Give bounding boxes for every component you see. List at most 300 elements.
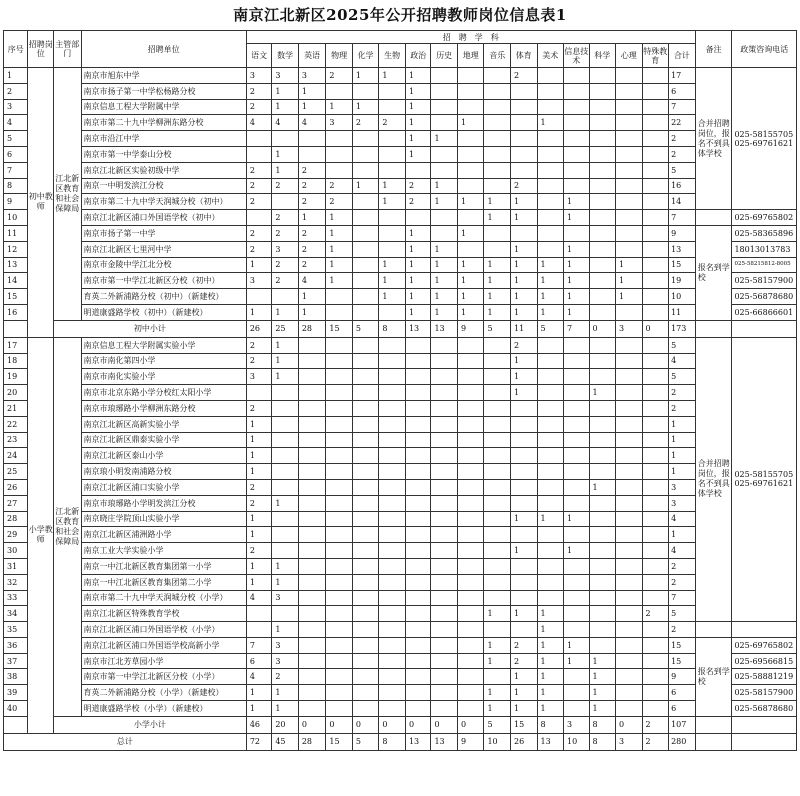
school-name: 南京琅小明发南浦路分校 xyxy=(81,464,246,480)
table-row xyxy=(4,385,797,401)
page-title: 南京江北新区2025年公开招聘教师岗位信息表1 xyxy=(233,6,567,24)
subject-count xyxy=(642,99,669,115)
table-row xyxy=(4,131,797,147)
subject-count xyxy=(642,400,669,416)
table-row xyxy=(4,558,797,574)
subject-count xyxy=(298,495,326,511)
subject-count: 1 xyxy=(246,304,272,320)
table-row xyxy=(4,83,797,99)
subject-count xyxy=(352,400,379,416)
subject-count xyxy=(405,637,431,653)
school-name: 南京江北新区特殊教育学校 xyxy=(81,606,246,622)
subject-count xyxy=(457,590,484,606)
subject-count xyxy=(379,527,406,543)
subject-count xyxy=(642,257,669,273)
subject-count xyxy=(298,369,326,385)
subject-count xyxy=(537,353,564,369)
subject-count: 1 xyxy=(326,225,353,241)
subject-count xyxy=(379,385,406,401)
school-name: 明道康盛路学校（小学）（新建校） xyxy=(81,701,246,717)
subject-count: 1 xyxy=(405,131,431,147)
subject-count: 1 xyxy=(484,289,511,305)
subject-count: 1 xyxy=(537,622,564,638)
subject-count: 3 xyxy=(272,653,299,669)
subject-count xyxy=(642,685,669,701)
subject-count xyxy=(326,669,353,685)
subject-count: 2 xyxy=(246,99,272,115)
subject-count: 1 xyxy=(272,99,299,115)
subtotal-value: 0 xyxy=(326,716,353,733)
subject-count xyxy=(379,432,406,448)
subject-count xyxy=(246,622,272,638)
subtotal-value: 15 xyxy=(510,716,537,733)
table-row xyxy=(4,606,797,622)
grand-total-value: 3 xyxy=(616,733,643,750)
subject-count xyxy=(616,369,643,385)
subject-count xyxy=(298,606,326,622)
subject-count xyxy=(564,558,590,574)
department-cell: 江北新区教育和社会保障局 xyxy=(53,337,81,716)
subject-count xyxy=(510,99,537,115)
subject-count xyxy=(642,448,669,464)
table-row xyxy=(4,685,797,701)
subject-count xyxy=(379,337,406,353)
subtotal-spacer xyxy=(4,716,28,733)
row-total: 5 xyxy=(669,337,696,353)
subject-count xyxy=(484,511,511,527)
subject-count: 3 xyxy=(272,590,299,606)
row-number: 38 xyxy=(4,669,28,685)
subject-count: 1 xyxy=(510,385,537,401)
subject-count xyxy=(405,606,431,622)
row-number: 24 xyxy=(4,448,28,464)
subject-count: 2 xyxy=(246,543,272,559)
subject-count xyxy=(272,479,299,495)
subject-count xyxy=(431,225,458,241)
subtotal-spacer xyxy=(4,320,28,337)
subject-count: 2 xyxy=(246,194,272,210)
subject-count: 1 xyxy=(564,304,590,320)
subject-count xyxy=(405,369,431,385)
subject-count xyxy=(564,99,590,115)
phone-number: 025-56878680 xyxy=(734,292,794,302)
subject-count xyxy=(272,511,299,527)
subject-count xyxy=(457,685,484,701)
subject-count xyxy=(510,448,537,464)
subject-count: 1 xyxy=(616,289,643,305)
subject-count xyxy=(616,115,643,131)
department-cell: 江北新区教育和社会保障局 xyxy=(53,68,81,321)
school-name: 南京市扬子第一中学松杨路分校 xyxy=(81,83,246,99)
subject-count xyxy=(589,448,616,464)
subject-count: 2 xyxy=(379,115,406,131)
subtotal-value: 8 xyxy=(537,716,564,733)
subject-count xyxy=(352,653,379,669)
table-row xyxy=(4,353,797,369)
subject-count: 2 xyxy=(298,257,326,273)
subject-count xyxy=(537,400,564,416)
phone-number: 025-58881219 xyxy=(734,672,794,682)
subject-count xyxy=(352,337,379,353)
subject-count xyxy=(326,622,353,638)
row-total: 15 xyxy=(669,637,696,653)
subject-count: 1 xyxy=(510,289,537,305)
subject-count xyxy=(484,590,511,606)
subject-count xyxy=(537,464,564,480)
subject-count xyxy=(431,83,458,99)
school-name: 育英二外新浦路分校（小学）（新建校） xyxy=(81,685,246,701)
subject-count xyxy=(510,225,537,241)
header-note: 备注 xyxy=(695,31,732,68)
table-row xyxy=(4,400,797,416)
subject-count: 2 xyxy=(272,273,299,289)
subject-count: 1 xyxy=(537,115,564,131)
header-subject: 心理 xyxy=(616,44,643,68)
subject-count xyxy=(352,289,379,305)
subject-count: 1 xyxy=(564,210,590,226)
subject-count: 2 xyxy=(298,225,326,241)
subject-count xyxy=(484,146,511,162)
subject-count xyxy=(564,369,590,385)
subject-count xyxy=(589,99,616,115)
row-number: 18 xyxy=(4,353,28,369)
subject-count xyxy=(405,353,431,369)
subject-count xyxy=(589,289,616,305)
table-row xyxy=(4,637,797,653)
school-name: 南京市南化第四小学 xyxy=(81,353,246,369)
subject-count: 1 xyxy=(326,99,353,115)
subject-count xyxy=(616,146,643,162)
subject-count xyxy=(352,83,379,99)
subject-count: 1 xyxy=(457,304,484,320)
header-subject: 合计 xyxy=(669,44,696,68)
subject-count: 1 xyxy=(272,353,299,369)
subject-count xyxy=(431,416,458,432)
subject-count: 1 xyxy=(510,511,537,527)
subject-count xyxy=(272,416,299,432)
subject-count xyxy=(510,432,537,448)
subject-count: 1 xyxy=(564,637,590,653)
header-post: 招聘岗位 xyxy=(28,31,54,68)
subject-count: 1 xyxy=(484,701,511,717)
subtotal-value: 0 xyxy=(642,320,669,337)
grand-total-value: 9 xyxy=(457,733,484,750)
row-number: 3 xyxy=(4,99,28,115)
subtotal-value: 0 xyxy=(431,716,458,733)
subject-count xyxy=(537,162,564,178)
subject-count: 1 xyxy=(298,83,326,99)
row-number: 22 xyxy=(4,416,28,432)
subtotal-value: 25 xyxy=(272,320,299,337)
subject-count: 1 xyxy=(405,83,431,99)
phone-cell xyxy=(732,289,797,305)
grand-total-value: 13 xyxy=(405,733,431,750)
subject-count xyxy=(246,606,272,622)
subject-count xyxy=(564,527,590,543)
subject-count xyxy=(352,416,379,432)
subject-count xyxy=(298,701,326,717)
subject-count xyxy=(379,241,406,257)
subject-count xyxy=(457,527,484,543)
row-total: 4 xyxy=(669,511,696,527)
subject-count xyxy=(298,590,326,606)
subject-count xyxy=(484,479,511,495)
school-name: 南京江北新区高新实验小学 xyxy=(81,416,246,432)
subject-count xyxy=(642,353,669,369)
subject-count xyxy=(405,432,431,448)
subject-count xyxy=(326,685,353,701)
row-total: 4 xyxy=(669,353,696,369)
subject-count xyxy=(484,622,511,638)
row-total: 7 xyxy=(669,210,696,226)
subject-count xyxy=(352,574,379,590)
subject-count xyxy=(642,115,669,131)
subject-count xyxy=(589,68,616,84)
subject-count xyxy=(564,83,590,99)
subject-count: 1 xyxy=(246,527,272,543)
grand-total-note xyxy=(695,733,732,750)
subject-count xyxy=(616,606,643,622)
subject-count xyxy=(326,527,353,543)
subject-count xyxy=(564,146,590,162)
phone-number: 025-58215812-8005 xyxy=(734,261,791,268)
subject-count: 2 xyxy=(298,162,326,178)
subject-count xyxy=(326,369,353,385)
subject-count xyxy=(431,558,458,574)
subject-count xyxy=(431,385,458,401)
subject-count xyxy=(484,68,511,84)
subject-count xyxy=(379,511,406,527)
subject-count: 2 xyxy=(298,178,326,194)
subject-count xyxy=(537,574,564,590)
subject-count xyxy=(642,543,669,559)
row-number: 11 xyxy=(4,225,28,241)
subject-count: 1 xyxy=(379,194,406,210)
subject-count: 1 xyxy=(272,146,299,162)
subject-count xyxy=(457,385,484,401)
subject-count xyxy=(589,115,616,131)
subject-count xyxy=(457,178,484,194)
subject-count xyxy=(457,622,484,638)
subject-count xyxy=(589,225,616,241)
table-row xyxy=(4,115,797,131)
subject-count xyxy=(379,162,406,178)
grand-total-value: 45 xyxy=(272,733,299,750)
subject-count: 2 xyxy=(246,400,272,416)
subject-count xyxy=(379,369,406,385)
school-name: 南京江北新区浦口外国语学校（小学） xyxy=(81,622,246,638)
subject-count xyxy=(379,653,406,669)
subject-count xyxy=(616,653,643,669)
subject-count xyxy=(431,115,458,131)
school-name: 南京江北新区浦口实验小学 xyxy=(81,479,246,495)
subject-count xyxy=(616,637,643,653)
subject-count xyxy=(564,464,590,480)
subject-count xyxy=(537,590,564,606)
subject-count: 1 xyxy=(431,304,458,320)
subject-count xyxy=(642,131,669,147)
subject-count xyxy=(431,448,458,464)
phone-cell xyxy=(732,669,797,685)
subject-count xyxy=(431,99,458,115)
subject-count: 2 xyxy=(272,669,299,685)
subject-count: 1 xyxy=(484,606,511,622)
subject-count xyxy=(379,210,406,226)
subject-count xyxy=(352,701,379,717)
row-total: 1 xyxy=(669,448,696,464)
subject-count xyxy=(326,289,353,305)
table-row xyxy=(4,273,797,289)
subject-count xyxy=(642,479,669,495)
row-number: 19 xyxy=(4,369,28,385)
subtotal-total: 107 xyxy=(669,716,696,733)
post-type-cell: 小学教师 xyxy=(28,337,54,733)
subject-count xyxy=(352,543,379,559)
row-number: 5 xyxy=(4,131,28,147)
subject-count: 2 xyxy=(405,194,431,210)
subject-count xyxy=(484,464,511,480)
subject-count xyxy=(589,369,616,385)
table-row xyxy=(4,337,797,353)
subtotal-value: 2 xyxy=(642,716,669,733)
subject-count xyxy=(616,543,643,559)
row-total: 2 xyxy=(669,131,696,147)
subject-count xyxy=(589,400,616,416)
subject-count xyxy=(352,685,379,701)
subject-count xyxy=(642,162,669,178)
subtotal-note xyxy=(695,320,732,337)
header-subject: 生物 xyxy=(379,44,406,68)
subject-count xyxy=(537,83,564,99)
school-name: 南京晓庄学院顶山实验小学 xyxy=(81,511,246,527)
phone-cell xyxy=(732,337,797,621)
school-name: 南京市第二十九中学天润城分校（初中） xyxy=(81,194,246,210)
subject-count: 1 xyxy=(510,194,537,210)
subject-count xyxy=(484,369,511,385)
subject-count: 3 xyxy=(246,369,272,385)
subject-count xyxy=(484,527,511,543)
subject-count xyxy=(484,99,511,115)
subject-count xyxy=(589,178,616,194)
subject-count xyxy=(484,83,511,99)
subject-count xyxy=(298,353,326,369)
row-number: 39 xyxy=(4,685,28,701)
subject-count xyxy=(484,162,511,178)
subtotal-value: 15 xyxy=(326,320,353,337)
table-row xyxy=(4,416,797,432)
row-total: 9 xyxy=(669,225,696,241)
subject-count xyxy=(457,464,484,480)
subject-count xyxy=(642,622,669,638)
subject-count xyxy=(298,416,326,432)
subject-count xyxy=(431,606,458,622)
subject-count: 1 xyxy=(272,369,299,385)
subtotal-value: 11 xyxy=(510,320,537,337)
subject-count: 1 xyxy=(484,304,511,320)
school-name: 南京江北新区七里河中学 xyxy=(81,241,246,257)
table-row xyxy=(4,257,797,273)
subject-count xyxy=(616,479,643,495)
table-row xyxy=(4,495,797,511)
phone-cell xyxy=(732,68,797,210)
table-row xyxy=(4,304,797,320)
subject-count xyxy=(431,210,458,226)
subject-count xyxy=(616,337,643,353)
subtotal-note xyxy=(695,716,732,733)
grand-total-value: 8 xyxy=(379,733,406,750)
subject-count xyxy=(642,701,669,717)
subject-count xyxy=(457,701,484,717)
subject-count xyxy=(352,225,379,241)
row-total: 1 xyxy=(669,464,696,480)
subject-count: 1 xyxy=(457,289,484,305)
school-name: 南京市第二十九中学柳洲东路分校 xyxy=(81,115,246,131)
subject-count: 1 xyxy=(564,273,590,289)
subject-count xyxy=(298,464,326,480)
subject-count xyxy=(431,353,458,369)
subject-count: 1 xyxy=(352,68,379,84)
subtotal-label: 初中小计 xyxy=(53,320,246,337)
subject-count: 1 xyxy=(405,257,431,273)
subject-count xyxy=(616,685,643,701)
subject-count xyxy=(564,416,590,432)
phone-number: 18013013783 xyxy=(734,244,791,254)
subject-count: 2 xyxy=(246,353,272,369)
header-subject: 化学 xyxy=(352,44,379,68)
subject-count xyxy=(616,558,643,574)
subject-count: 1 xyxy=(379,68,406,84)
subject-count xyxy=(589,558,616,574)
phone-number: 025-58155705 xyxy=(734,470,794,480)
subject-count xyxy=(405,464,431,480)
subject-count: 1 xyxy=(537,669,564,685)
subject-count xyxy=(457,669,484,685)
table-row xyxy=(4,590,797,606)
grand-total-value: 5 xyxy=(352,733,379,750)
subject-count: 1 xyxy=(352,99,379,115)
subject-count xyxy=(616,464,643,480)
subject-count xyxy=(431,685,458,701)
subject-count: 2 xyxy=(246,337,272,353)
subject-count xyxy=(457,210,484,226)
subject-count xyxy=(564,701,590,717)
subject-count xyxy=(642,653,669,669)
subject-count xyxy=(642,416,669,432)
subject-count: 2 xyxy=(246,162,272,178)
phone-number: 025-56878680 xyxy=(734,703,794,713)
grand-total-value: 13 xyxy=(537,733,564,750)
row-total: 2 xyxy=(669,400,696,416)
subject-count xyxy=(616,353,643,369)
subject-count xyxy=(379,543,406,559)
table-row xyxy=(4,369,797,385)
subject-count xyxy=(457,432,484,448)
header-subject: 语文 xyxy=(246,44,272,68)
subject-count xyxy=(642,304,669,320)
subject-count xyxy=(405,653,431,669)
subject-count xyxy=(564,178,590,194)
row-number: 29 xyxy=(4,527,28,543)
subject-count xyxy=(457,606,484,622)
subject-count xyxy=(564,68,590,84)
subject-count xyxy=(457,400,484,416)
row-total: 16 xyxy=(669,178,696,194)
table-row xyxy=(4,178,797,194)
subject-count xyxy=(272,385,299,401)
subject-count xyxy=(405,511,431,527)
subject-count xyxy=(589,574,616,590)
row-number: 4 xyxy=(4,115,28,131)
